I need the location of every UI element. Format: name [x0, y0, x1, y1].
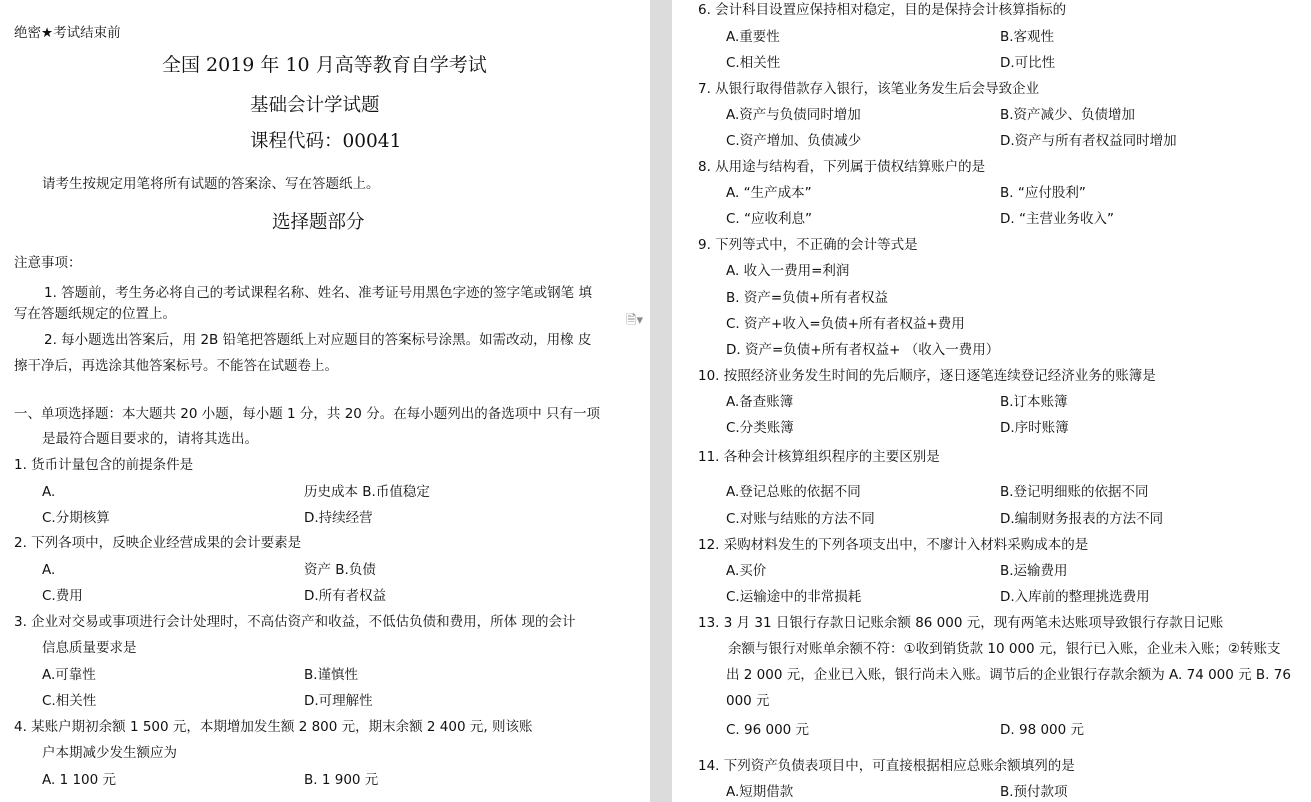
q3-option-c: C.相关性	[42, 693, 97, 709]
q1-option-d: D.持续经营	[304, 510, 373, 526]
document-icon[interactable]: 🗎▾	[626, 313, 643, 328]
notice-2-line-2: 擦干净后，再选涂其他答案标号。不能答在试题卷上。	[14, 358, 338, 374]
q8-option-d: D. “主营业务收入”	[1000, 211, 1114, 227]
q2-option-a: A.	[42, 562, 56, 578]
q9-option-b: B. 资产=负债+所有者权益	[726, 290, 888, 306]
q7-option-d: D.资产与所有者权益同时增加	[1000, 133, 1177, 149]
question-3-line-1: 3. 企业对交易或事项进行会计处理时，不高估资产和收益，不低估负债和费用，所体 现的会计	[14, 614, 576, 630]
q10-option-b: B.订本账簿	[1000, 394, 1068, 410]
q11-option-a: A.登记总账的依据不同	[726, 484, 861, 500]
question-4-line-2: 户本期减少发生额应为	[42, 745, 177, 761]
part-1-line-2: 是最符合题目要求的，请将其选出。	[42, 431, 258, 447]
q7-option-a: A.资产与负债同时增加	[726, 107, 861, 123]
question-7: 7. 从银行取得借款存入银行，该笔业务发生后会导致企业	[698, 81, 1040, 97]
q13-option-d: D. 98 000 元	[1000, 722, 1085, 738]
q4-option-b: B. 1 900 元	[304, 772, 379, 788]
q11-option-d: D.编制财务报表的方法不同	[1000, 511, 1164, 527]
q12-option-c: C.运输途中的非常损耗	[726, 589, 862, 605]
q2-option-ab: 资产 B.负债	[304, 562, 376, 578]
q13-option-c: C. 96 000 元	[726, 722, 810, 738]
page-gap	[650, 0, 672, 802]
question-8: 8. 从用途与结构看，下列属于债权结算账户的是	[698, 159, 986, 175]
q2-option-d: D.所有者权益	[304, 588, 387, 604]
question-14: 14. 下列资产负债表项目中，可直接根据相应总账余额填列的是	[698, 758, 1075, 774]
section-title: 选择题部分	[272, 212, 365, 233]
subject-title: 基础会计学试题	[250, 95, 380, 116]
q6-option-b: B.客观性	[1000, 29, 1055, 45]
q10-option-d: D.序时账簿	[1000, 420, 1069, 436]
q7-option-c: C.资产增加、负债减少	[726, 133, 862, 149]
q9-option-d: D. 资产=负债+所有者权益+ （收入一费用）	[726, 342, 1000, 358]
question-13-line-4: 000 元	[726, 693, 770, 709]
course-code: 课程代码：00041	[250, 131, 402, 152]
question-11: 11. 各种会计核算组织程序的主要区别是	[698, 449, 940, 465]
right-page	[672, 0, 1311, 802]
q6-option-c: C.相关性	[726, 55, 781, 71]
q8-option-b: B. “应付股利”	[1000, 185, 1086, 201]
question-4-line-1: 4. 某账户期初余额 1 500 元，本期增加发生额 2 800 元，期末余额 2 400 元, 则该账	[14, 719, 533, 735]
q1-option-a: A.	[42, 484, 56, 500]
question-6: 6. 会计科目设置应保持相对稳定，目的是保持会计核算指标的	[698, 2, 1067, 18]
q12-option-a: A.买价	[726, 563, 767, 579]
q8-option-a: A. “生产成本”	[726, 185, 812, 201]
q3-option-a: A.可靠性	[42, 667, 96, 683]
q12-option-b: B.运输费用	[1000, 563, 1068, 579]
q11-option-c: C.对账与结账的方法不同	[726, 511, 875, 527]
question-10: 10. 按照经济业务发生时间的先后顺序，逐日逐笔连续登记经济业务的账簿是	[698, 368, 1156, 384]
q7-option-b: B.资产减少、负债增加	[1000, 107, 1136, 123]
q12-option-d: D.入库前的整理挑选费用	[1000, 589, 1150, 605]
q1-option-ab: 历史成本 B.币值稳定	[304, 484, 430, 500]
q8-option-c: C. “应收利息”	[726, 211, 812, 227]
question-1: 1. 货币计量包含的前提条件是	[14, 457, 194, 473]
q1-option-c: C.分期核算	[42, 510, 110, 526]
notice-1-line-2: 写在答题纸规定的位置上。	[14, 306, 176, 322]
question-13-line-3: 出 2 000 元，企业已入账，银行尚未入账。调节后的企业银行存款余额为 A. 74 000 元 B. 76	[726, 667, 1291, 683]
question-13-line-1: 13. 3 月 31 日银行存款日记账余额 86 000 元，现有两笔未达账项导致银行存款日记账	[698, 615, 1224, 631]
q2-option-c: C.费用	[42, 588, 83, 604]
notice-heading: 注意事项：	[14, 255, 82, 271]
q14-option-b: B.预付款项	[1000, 784, 1068, 800]
q3-option-b: B.谨慎性	[304, 667, 359, 683]
exam-title: 全国 2019 年 10 月高等教育自学考试	[162, 54, 487, 76]
left-page	[0, 0, 650, 802]
q11-option-b: B.登记明细账的依据不同	[1000, 484, 1149, 500]
q9-option-c: C. 资产+收入=负债+所有者权益+费用	[726, 316, 965, 332]
q10-option-c: C.分类账簿	[726, 420, 794, 436]
question-3-line-2: 信息质量要求是	[42, 640, 137, 656]
secret-label: 绝密★考试结束前	[14, 25, 121, 41]
question-12: 12. 采购材料发生的下列各项支出中，不廖计入材料采购成本的是	[698, 537, 1089, 553]
q10-option-a: A.备查账簿	[726, 394, 794, 410]
question-2: 2. 下列各项中，反映企业经营成果的会计要素是	[14, 535, 302, 551]
q9-option-a: A. 收入一费用=利润	[726, 263, 850, 279]
question-9: 9. 下列等式中，不正确的会计等式是	[698, 237, 918, 253]
q3-option-d: D.可理解性	[304, 693, 373, 709]
q4-option-a: A. 1 100 元	[42, 772, 117, 788]
q6-option-d: D.可比性	[1000, 55, 1056, 71]
instruction-text: 请考生按规定用笔将所有试题的答案涂、写在答题纸上。	[42, 176, 380, 192]
notice-2-line-1: 2. 每小题选出答案后，用 2B 铅笔把答题纸上对应题目的答案标号涂黑。如需改动，用橡 皮	[44, 332, 592, 348]
question-13-line-2: 余额与银行对账单余额不符：①收到销货款 10 000 元，银行已入账，企业未入账；②转账支	[728, 641, 1281, 657]
q6-option-a: A.重要性	[726, 29, 780, 45]
q14-option-a: A.短期借款	[726, 784, 794, 800]
notice-1-line-1: 1. 答题前，考生务必将自己的考试课程名称、姓名、准考证号用黑色字迹的签字笔或钢笔 填	[44, 285, 592, 301]
part-1-line-1: 一、单项选择题：本大题共 20 小题，每小题 1 分，共 20 分。在每小题列出的备选项中 只有一项	[14, 406, 600, 422]
